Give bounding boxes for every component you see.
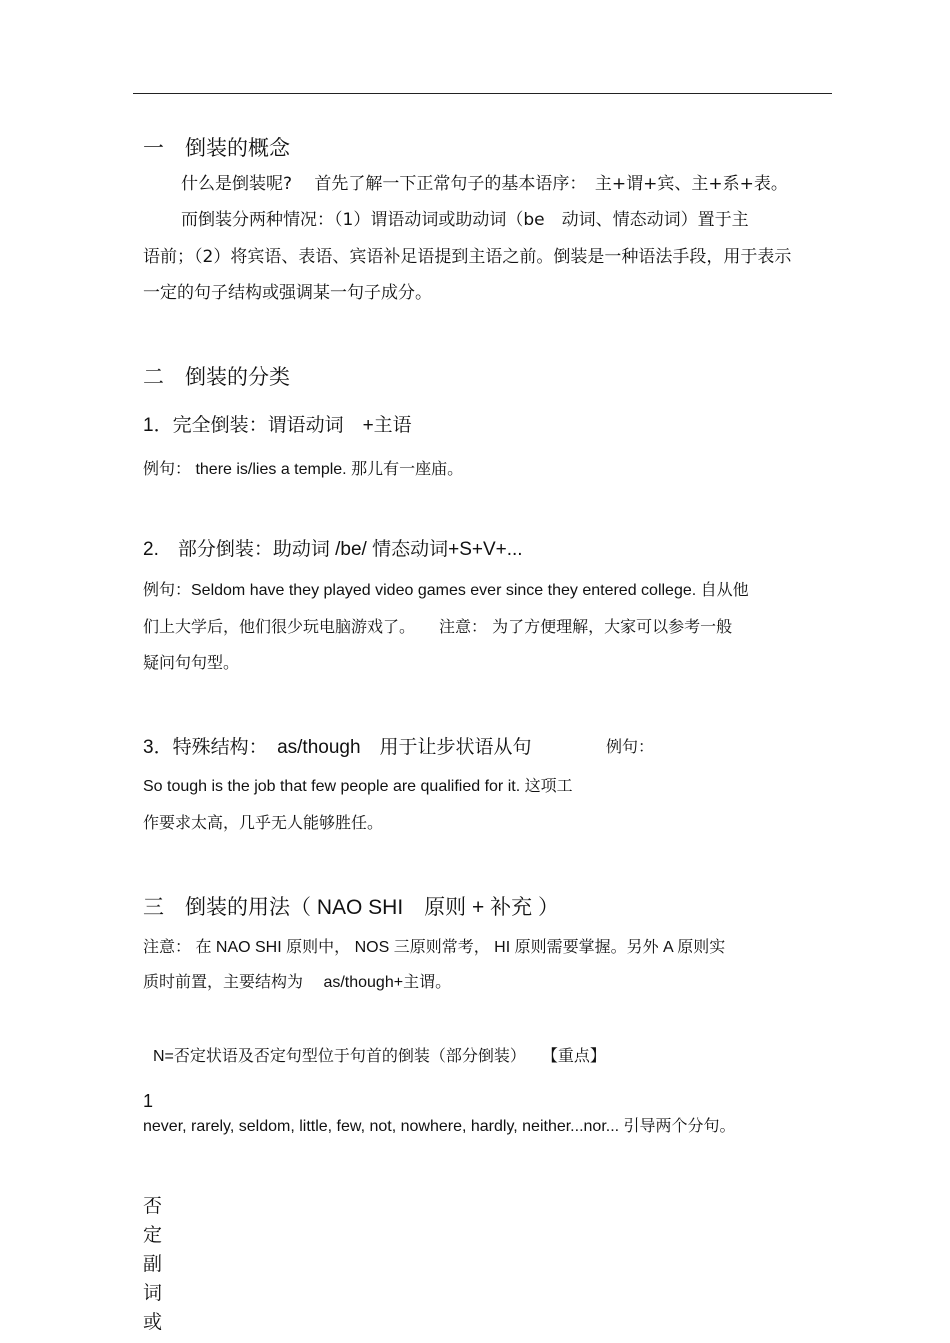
example-line: 例句：Seldom have they played video games ever since they entered college. 自从他 <box>143 582 749 599</box>
section-heading-concept: 一 倒装的概念 <box>143 136 290 160</box>
vertical-char: 否 <box>143 1195 163 1217</box>
header-rule <box>133 93 832 94</box>
example-line: So tough is the job that few people are qualified for it. 这项工 <box>143 778 573 795</box>
list-number: 1 <box>143 1091 154 1111</box>
vertical-char: 或 <box>143 1311 163 1333</box>
note-line: 注意： 在 NAO SHI 原则中， NOS 三原则常考， HI 原则需要掌握。另外 A 原则实 <box>143 939 726 956</box>
section-heading-usage: 三 倒装的用法（ NAO SHI 原则 + 补充 ） <box>143 896 559 919</box>
rule-n-line: N=否定状语及否定句型位于句首的倒装（部分倒装） 【重点】 <box>153 1048 606 1065</box>
paragraph-line: 一定的句子结构或强调某一句子成分。 <box>143 283 432 303</box>
vertical-char: 副 <box>143 1253 163 1275</box>
example-line: 作要求太高，几乎无人能够胜任。 <box>143 813 384 832</box>
subheading-full-inversion: 1．完全倒装：谓语动词 +主语 <box>143 415 412 436</box>
example-label: 例句： <box>606 737 655 756</box>
example-line: 例句： there is/lies a temple. 那儿有一座庙。 <box>143 461 464 478</box>
subheading-partial-inversion: 2. 部分倒装：助动词 /be/ 情态动词+S+V+... <box>143 539 523 560</box>
section-heading-classification: 二 倒装的分类 <box>143 365 290 389</box>
vertical-char: 定 <box>143 1224 163 1246</box>
vertical-char: 词 <box>143 1282 163 1304</box>
example-line: 们上大学后，他们很少玩电脑游戏了。 注意： 为了方便理解，大家可以参考一般 <box>143 617 733 636</box>
paragraph-line: 语前；（2）将宾语、表语、宾语补足语提到主语之前。倒装是一种语法手段，用于表示 <box>143 247 792 267</box>
example-line: 疑问句句型。 <box>143 653 240 672</box>
note-line: 质时前置，主要结构为 as/though+主谓。 <box>143 974 452 991</box>
subheading-special-structure: 3．特殊结构： as/though 用于让步状语从句 <box>143 737 532 758</box>
vertical-text <box>143 1192 167 1337</box>
paragraph-line: 而倒装分两种情况：（1）谓语动词或助动词（be 动词、情态动词）置于主 <box>181 210 749 230</box>
negative-adverb-list: never, rarely, seldom, little, few, not, nowhere, hardly, neither...nor... 引导两个分句。 <box>143 1118 736 1135</box>
paragraph-line: 什么是倒装呢? 首先了解一下正常句子的基本语序： 主+谓+宾、主+系+表。 <box>181 174 788 194</box>
